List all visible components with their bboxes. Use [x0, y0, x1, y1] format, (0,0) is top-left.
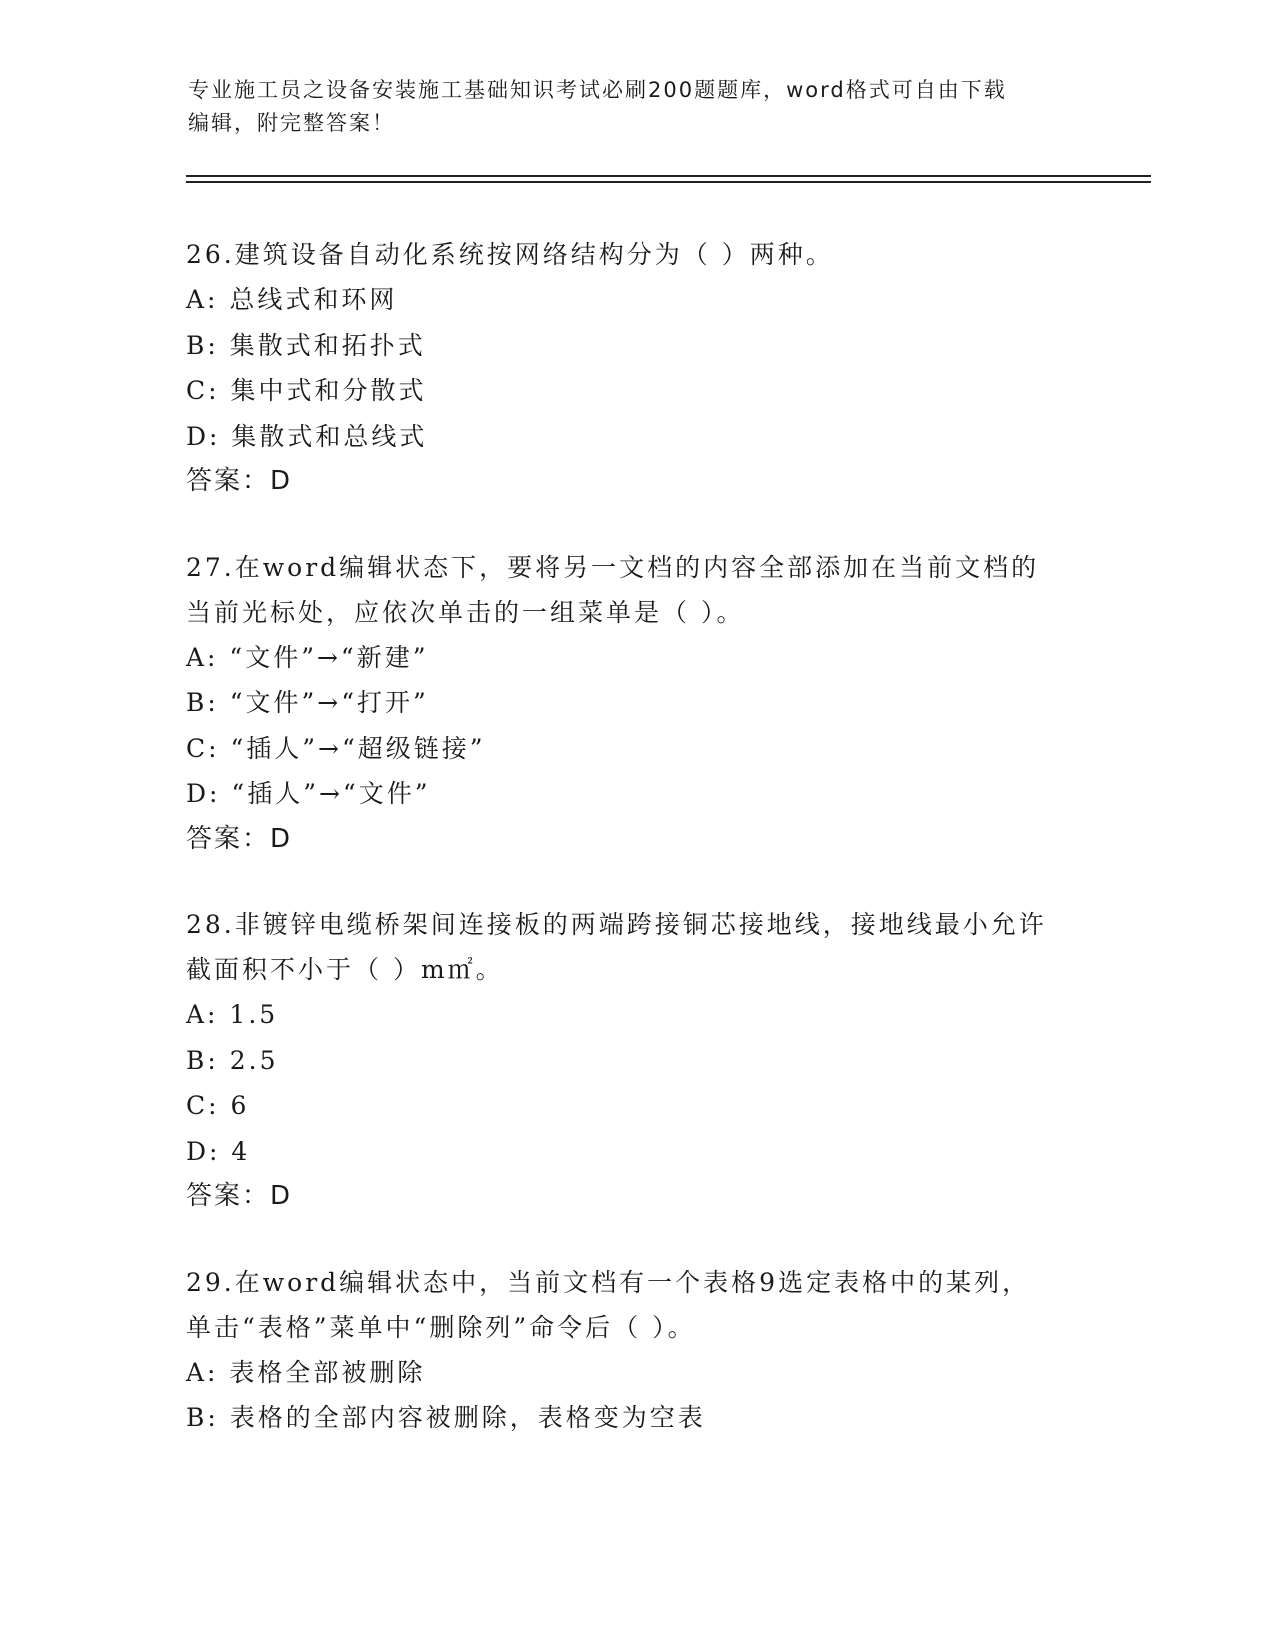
question-list [186, 232, 1086, 1481]
option-c: C: “插人”→“超级链接” [186, 733, 486, 763]
question-28 [186, 902, 1086, 1220]
option-a: A: 1.5 [186, 1000, 279, 1029]
option-b: B: 2.5 [186, 1045, 279, 1075]
document-header [188, 74, 1068, 140]
question-27 [186, 545, 1086, 863]
header-divider-top [186, 175, 1151, 177]
question-stem-line-1: 29.在word编辑状态中，当前文档有一个表格9选定表格中的某列， [186, 1267, 1031, 1297]
option-a: A: 表格全部被删除 [186, 1357, 426, 1387]
option-b: B: “文件”→“打开” [186, 688, 429, 717]
question-stem-line-2: 当前光标处，应依次单击的一组菜单是（ ）。 [186, 597, 745, 627]
option-a: A: “文件”→“新建” [186, 642, 429, 672]
option-b: B: 集散式和拓扑式 [186, 330, 426, 360]
question-stem-line-1: 28.非镀锌电缆桥架间连接板的两端跨接铜芯接地线，接地线最小允许 [186, 910, 1047, 939]
option-c: C: 集中式和分散式 [186, 376, 427, 405]
answer: 答案：D [186, 1181, 293, 1211]
header-line-1: 专业施工员之设备安装施工基础知识考试必刷200题题库，word格式可自由下载 [188, 78, 1007, 102]
question-29 [186, 1260, 1086, 1441]
question-26 [186, 232, 1086, 505]
option-d: D: “插人”→“文件” [186, 779, 431, 808]
question-stem-line-2: 截面积不小于（ ）m㎡。 [186, 955, 504, 984]
question-stem-line-2: 单击“表格”菜单中“删除列”命令后（ ）。 [186, 1312, 696, 1342]
option-b: B: 表格的全部内容被删除，表格变为空表 [186, 1403, 706, 1432]
header-line-2: 编辑，附完整答案！ [188, 111, 395, 135]
answer: 答案：D [186, 823, 293, 854]
option-d: D: 4 [186, 1136, 251, 1166]
header-divider-bottom [186, 181, 1151, 183]
question-stem: 26.建筑设备自动化系统按网络结构分为（ ）两种。 [186, 240, 834, 269]
option-a: A: 总线式和环网 [186, 285, 398, 314]
option-c: C: 6 [186, 1091, 250, 1120]
question-stem-line-1: 27.在word编辑状态下，要将另一文档的内容全部添加在当前文档的 [186, 552, 1040, 582]
option-d: D: 集散式和总线式 [186, 421, 428, 451]
answer: 答案：D [186, 466, 293, 496]
